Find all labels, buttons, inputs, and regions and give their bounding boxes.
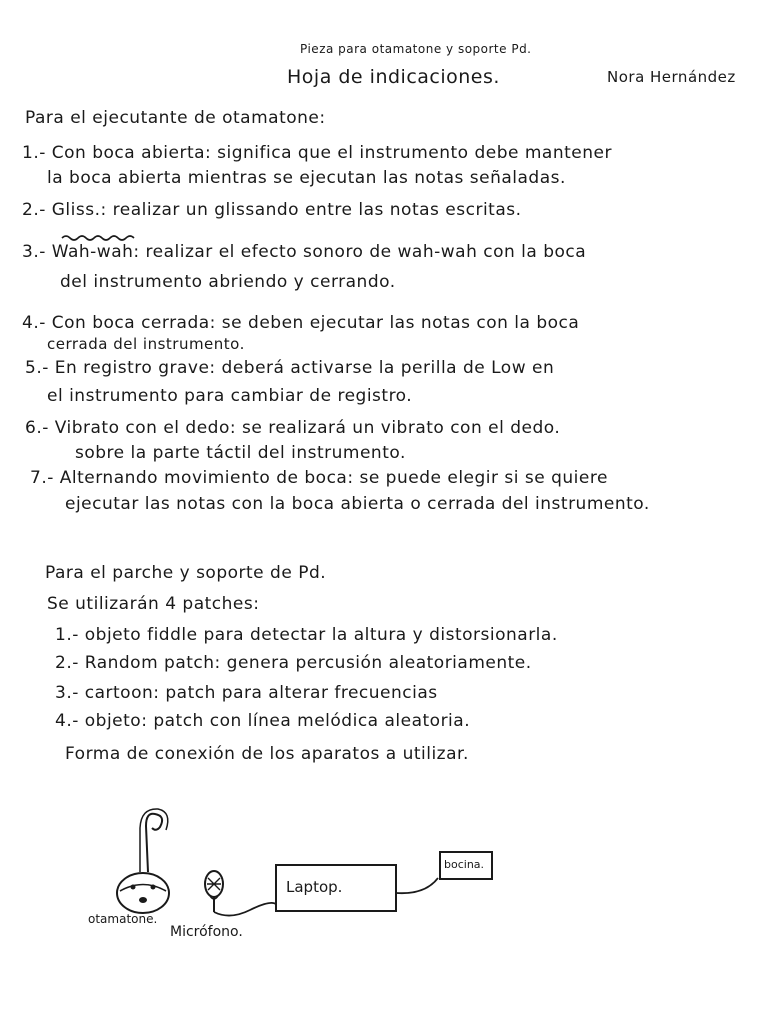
performer-item-3-line1: 3.- Wah-wah: realizar el efecto sonoro de wah-wah con la boca [22,242,587,262]
connection-caption: Forma de conexión de los aparatos a utilizar. [65,744,469,764]
speaker-cable [396,878,438,893]
author-name: Nora Hernández [607,68,736,86]
performer-item-7-line2: ejecutar las notas con la boca abierta o cerrada del instrumento. [65,494,650,514]
performer-item-6-line2: sobre la parte táctil del instrumento. [75,443,406,463]
patch-item-1: 1.- objeto fiddle para detectar la altura y distorsionarla. [55,625,558,645]
performer-item-6-line1: 6.- Vibrato con el dedo: se realizará un vibrato con el dedo. [25,418,561,438]
otamatone-stem-icon [146,814,162,872]
patch-intro: Se utilizarán 4 patches: [47,594,260,614]
laptop-label: Laptop. [286,878,343,896]
otamatone-head-icon [117,873,169,913]
patch-item-2: 2.- Random patch: genera percusión aleatoriamente. [55,653,532,673]
otamatone-label: otamatone. [88,912,158,926]
microphone-icon [205,871,223,897]
patch-heading: Para el parche y soporte de Pd. [45,563,327,583]
performer-heading: Para el ejecutante de otamatone: [25,108,326,128]
performer-item-1-line2: la boca abierta mientras se ejecutan las notas señaladas. [47,168,566,188]
patch-item-4: 4.- objeto: patch con línea melódica aleatoria. [55,711,471,731]
patch-item-3: 3.- cartoon: patch para alterar frecuencias [55,683,438,703]
performer-item-2-line1: 2.- Gliss.: realizar un glissando entre las notas escritas. [22,200,522,220]
wah-wah-wavy-mark [62,236,134,240]
microphone-label: Micrófono. [170,924,243,940]
mic-cable [214,903,276,916]
piece-title: Pieza para otamatone y soporte Pd. [300,42,532,56]
speaker-label: bocina. [444,858,485,871]
performer-item-4-line1: 4.- Con boca cerrada: se deben ejecutar las notas con la boca [22,313,580,333]
sheet-title: Hoja de indicaciones. [287,66,500,88]
performer-item-4-line2: cerrada del instrumento. [47,335,245,353]
performer-item-5-line2: el instrumento para cambiar de registro. [47,386,413,406]
performer-item-7-line1: 7.- Alternando movimiento de boca: se puede elegir si se quiere [30,468,608,488]
performer-item-5-line1: 5.- En registro grave: deberá activarse la perilla de Low en [25,358,555,378]
performer-item-1-line1: 1.- Con boca abierta: significa que el instrumento debe mantener [22,143,612,163]
performer-item-3-line2: del instrumento abriendo y cerrando. [60,272,396,292]
